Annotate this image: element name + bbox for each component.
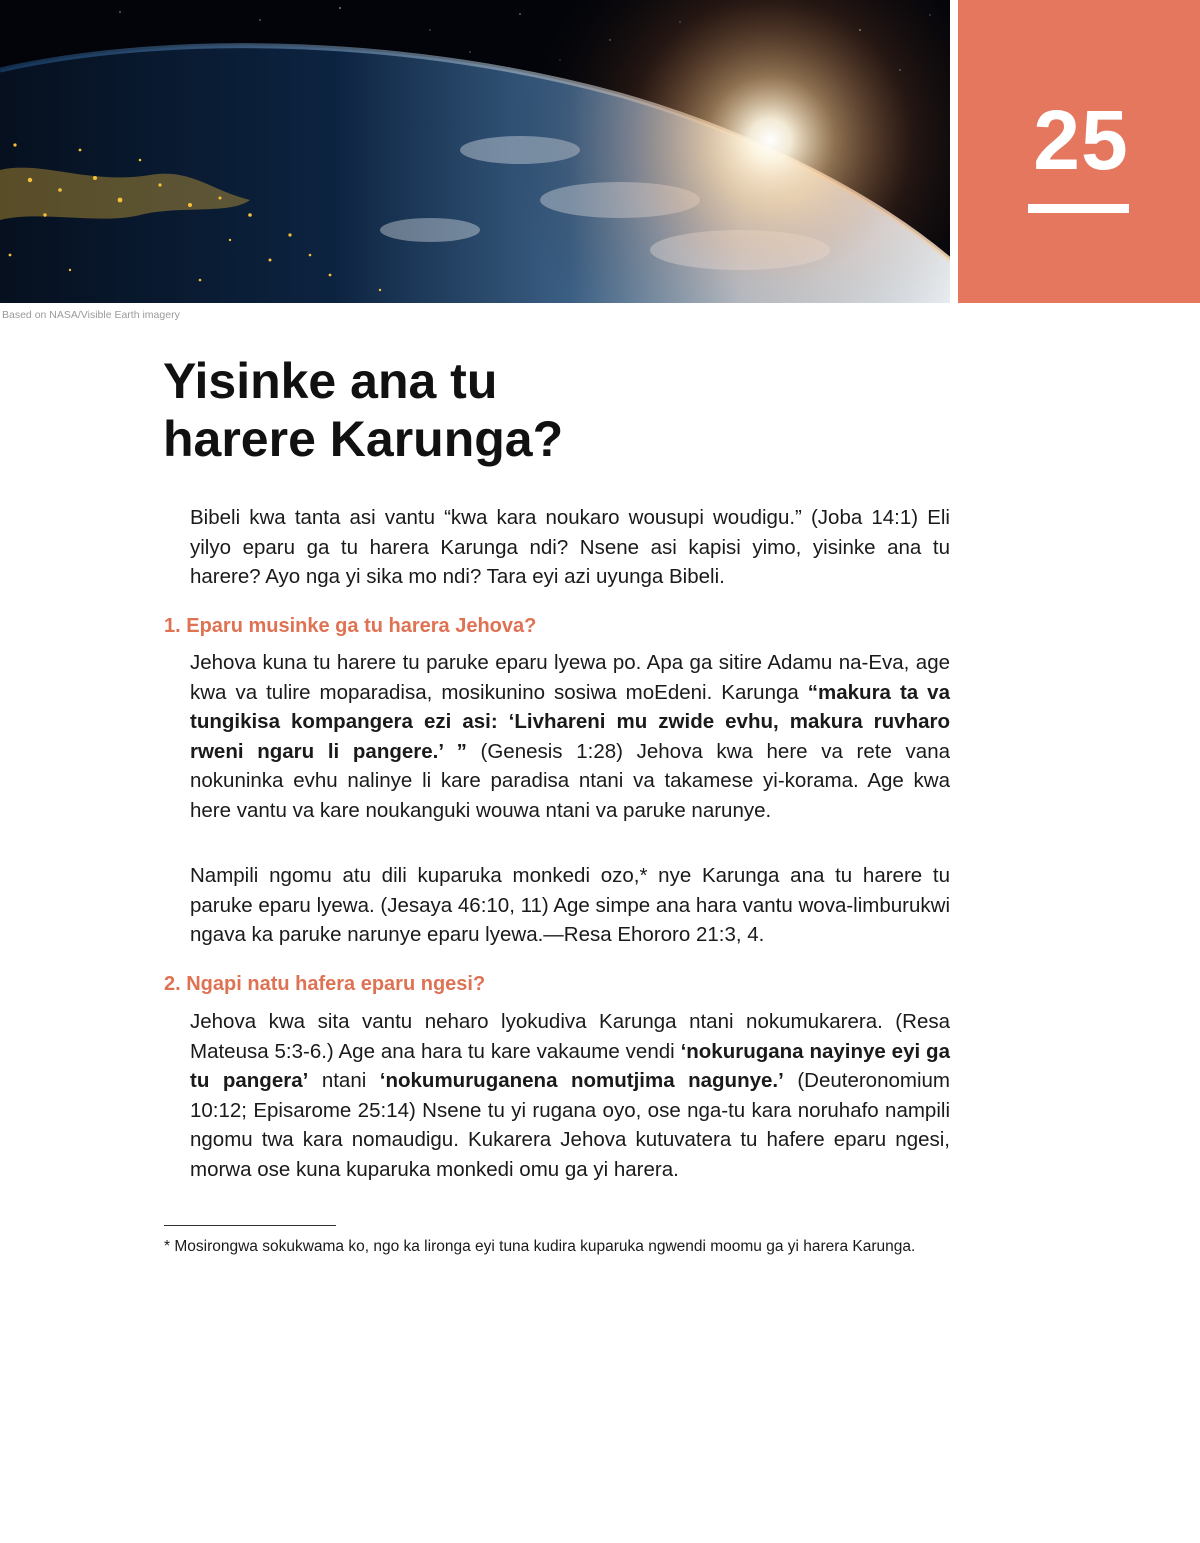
section-1-paragraph-2: Nampili ngomu atu dili kuparuka monkedi ozo,* nye Karunga ana tu harere tu paruke eparu lyewa. (Jesaya 46:10, 11) Age simpe ana hara vantu wova-limburukwi ngava ka paruke narunye eparu lyewa.—Resa Ehororo 21:3, 4. (190, 864, 950, 946)
section-1-text-c: (Genesis 1:28) Jehova kwa here va rete vana nokuninka evhu nalinye li kare paradisa ntani va takamese yi-korama. Age kwa here vantu va kare noukanguki wouwa ntani va paruke narunye. (190, 739, 951, 822)
footnote-divider (164, 1225, 336, 1226)
hero-image (0, 0, 950, 303)
lesson-number: 25 (1033, 93, 1129, 187)
footnote: * Mosirongwa sokukwama ko, ngo ka lironga eyi tuna kudira kuparuka ngwendi moomu ga yi harera Karunga. (164, 1238, 916, 1255)
section-2-scripture-quote-1: ‘nokurugana nayinye eyi ga tu pangera’ (190, 1039, 950, 1092)
lesson-number-box (958, 0, 1200, 303)
section-2-paragraph-1 (190, 1007, 950, 1184)
section-2-text-a: Jehova kwa sita vantu neharo lyokudiva Karunga ntani nokumukarera. (Resa Mateusa 5:3-6.) Age ana hara tu kare vakaume vendi (190, 1010, 950, 1063)
earth-sunrise-illustration (0, 0, 950, 303)
section-1-scripture-quote: “makura ta va tungikisa kompangera ezi asi: ‘Livhareni mu zwide evhu, makura ruvharo rweni ngaru li pangere.’ ” (190, 680, 950, 763)
lesson-title (163, 352, 563, 468)
question-heading-1: 1. Eparu musinke ga tu harera Jehova? (164, 615, 537, 637)
section-2-text-c: ntani (308, 1069, 380, 1092)
section-1-paragraph-1 (190, 648, 950, 825)
lesson-number-underline (1028, 204, 1129, 213)
question-heading-2: 2. Ngapi natu hafera eparu ngesi? (164, 973, 486, 995)
lesson-title-line-1: Yisinke ana tu (163, 353, 498, 409)
section-1-text-a: Jehova kuna tu harere tu paruke eparu lyewa po. Apa ga sitire Adamu na-Eva, age kwa va tulire moparadisa, mosikunino sosiwa moEdeni. Karunga (190, 651, 950, 704)
lesson-title-line-2: harere Karunga? (163, 411, 564, 467)
section-2-text-d: (Deuteronomium 10:12; Episarome 25:14) Nsene tu yi rugana oyo, ose nga-tu kara noruhafo nampili ngomu twa kara nomaudigu. Kukarera Jehova kutuvatera tu hafere eparu ngesi, morwa ose kuna kuparuka monkedi omu ga yi harera. (190, 1069, 950, 1181)
image-credit: Based on NASA/Visible Earth imagery (2, 309, 180, 321)
section-2-scripture-quote-2: ‘nokumuruganena nomutjima nagunye.’ (379, 1069, 784, 1092)
intro-paragraph: Bibeli kwa tanta asi vantu “kwa kara noukaro wousupi woudigu.” (Joba 14:1) Eli yilyo eparu ga tu harera Karunga ndi? Nsene asi kapisi yimo, yisinke ana tu harere? Ayo nga yi sika mo ndi? Tara eyi azi uyunga Bibeli. (190, 506, 950, 588)
